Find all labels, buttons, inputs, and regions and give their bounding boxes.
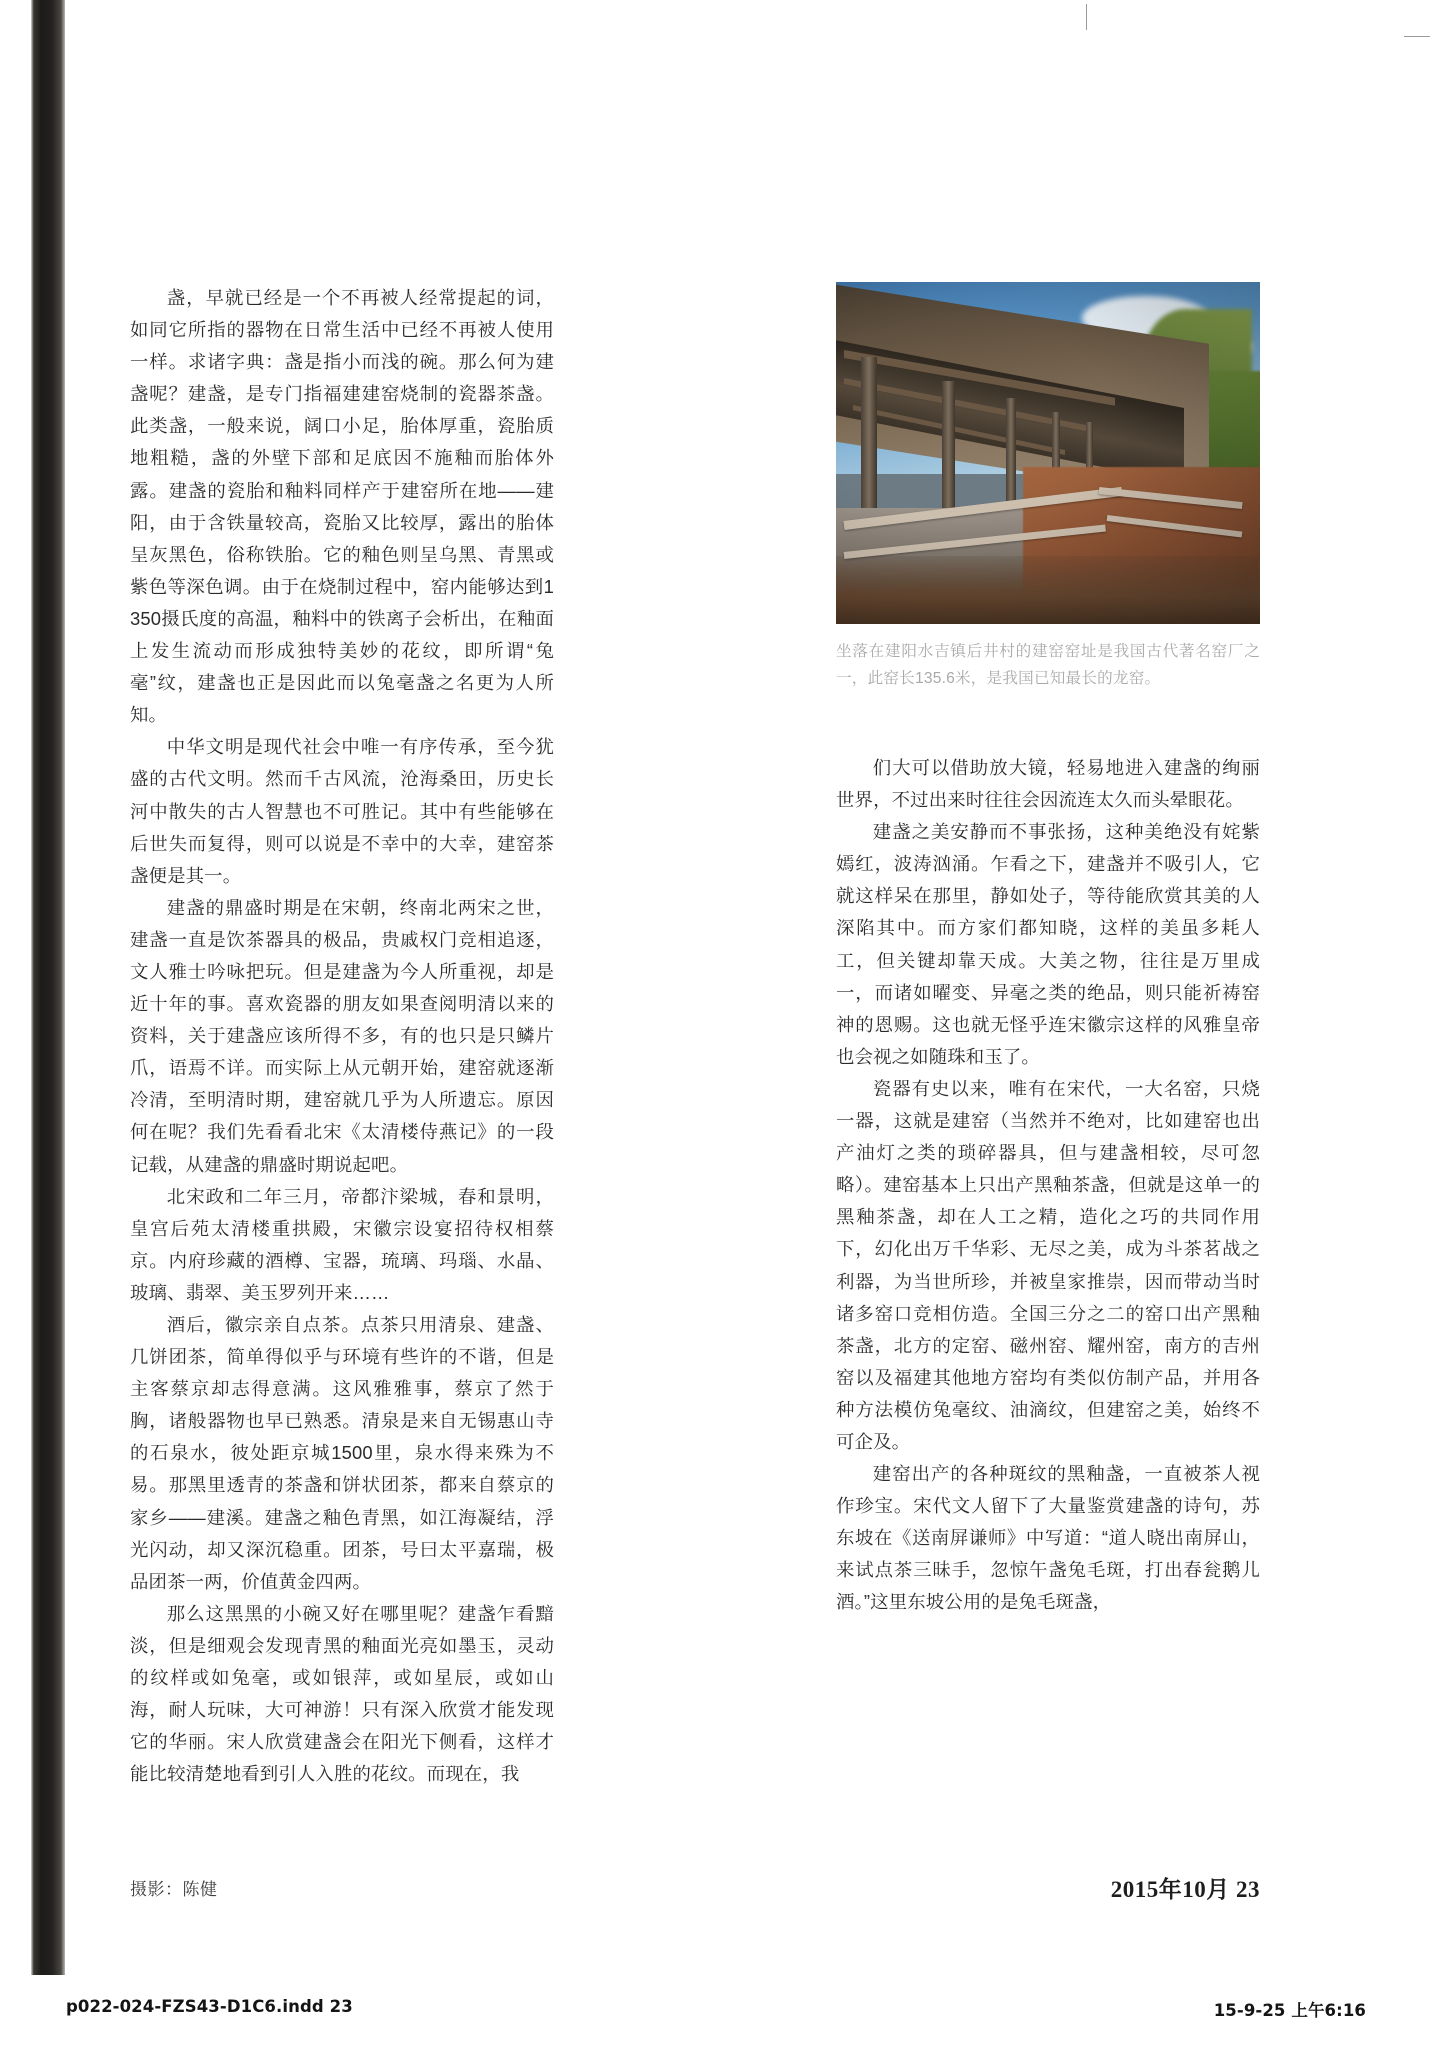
page-footer — [130, 1875, 1260, 1915]
paragraph: 建盏的鼎盛时期是在宋朝，终南北两宋之世，建盏一直是饮茶器具的极品，贵戚权门竞相追逐，文人雅士吟咏把玩。但是建盏为今人所重视，却是近十年的事。喜欢瓷器的朋友如果查阅明清以来的资料，关于建盏应该所得不多，有的也只是只鳞片爪，语焉不详。而实际上从元朝开始，建窑就逐渐冷清，至明清时期，建窑就几乎为人所遗忘。原因何在呢？我们先看看北宋《太清楼侍燕记》的一段记载，从建盏的鼎盛时期说起吧。 — [130, 896, 554, 1175]
paragraph: 瓷器有史以来，唯有在宋代，一大名窑，只烧一器，这就是建窑（当然并不绝对，比如建窑也出产油灯之类的琐碎器具，但与建盏相较，尽可忽略）。建窑基本上只出产黑釉茶盏，但就是这单一的黑釉茶盏，却在人工之精，造化之巧的共同作用下，幻化出万千华彩、无尽之美，成为斗茶茗战之利器，为当世所珍，并被皇家推崇，因而带动当时诸多窑口竞相仿造。全国三分之二的窑口出产黑釉茶盏，北方的定窑、磁州窑、耀州窑，南方的吉州窑以及福建其他地方窑均有类似仿制产品，并用各种方法模仿兔毫纹、油滴纹，但建窑之美，始终不可企及。 — [836, 1077, 1260, 1452]
paragraph: 那么这黑黑的小碗又好在哪里呢？建盏乍看黯淡，但是细观会发现青黑的釉面光亮如墨玉，灵动的纹样或如兔毫，或如银萍，或如星辰，或如山海，耐人玩味，大可神游！只有深入欣赏才能发现它的华丽。宋人欣赏建盏会在阳光下侧看，这样才能比较清楚地看到引人入胜的花纹。而现在，我 — [130, 1602, 554, 1785]
paragraph: 酒后，徽宗亲自点茶。点茶只用清泉、建盏、几饼团茶，简单得似乎与环境有些许的不谐，但是主客蔡京却志得意满。这风雅雅事，蔡京了然于胸，诸般器物也早已熟悉。清泉是来自无锡惠山寺的石泉水，彼处距京城1500里，泉水得来殊为不易。那黑里透青的茶盏和饼状团茶，都来自蔡京的家乡——建溪。建盏之釉色青黑，如江海凝结，浮光闪动，却又深沉稳重。团茶，号曰太平嘉瑞，极品团茶一两，价值黄金四两。 — [130, 1314, 554, 1592]
photo-caption: 坐落在建阳水吉镇后井村的建窑窑址是我国古代著名窑厂之一，此窑长135.6米，是我国已知最长的龙窑。 — [836, 643, 1260, 687]
left-text-column — [130, 282, 554, 1790]
binding-gutter-shadow — [31, 0, 65, 1975]
paragraph: 中华文明是现代社会中唯一有序传承，至今犹盛的古代文明。然而千古风流，沧海桑田，历史长河中散失的古人智慧也不可胜记。其中有些能够在后世失而复得，则可以说是不幸中的大幸，建窑茶盏便是其一。 — [130, 736, 554, 886]
paragraph: 建盏之美安静而不事张扬，这种美绝没有姹紫嫣红，波涛汹涌。乍看之下，建盏并不吸引人，它就这样呆在那里，静如处子，等待能欣赏其美的人深陷其中。而方家们都知晓，这样的美虽多耗人工，但关键却靠天成。大美之物，往往是万里成一，而诸如曜变、异毫之类的绝品，则只能祈祷窑神的恩赐。这也就无怪乎连宋徽宗这样的风雅皇帝也会视之如随珠和玉了。 — [836, 821, 1260, 1067]
article-body — [130, 282, 1260, 1842]
paragraph: 们大可以借助放大镜，轻易地进入建盏的绚丽世界，不过出来时往往会因流连太久而头晕眼花。 — [836, 757, 1260, 811]
crop-mark-right — [1404, 36, 1430, 37]
paragraph: 北宋政和二年三月，帝都汴梁城，春和景明，皇宫后苑太清楼重拱殿，宋徽宗设宴招待权相蔡京。内府珍藏的酒樽、宝器，琉璃、玛瑙、水晶、玻璃、翡翠、美玉罗列开来…… — [130, 1185, 554, 1303]
right-text-column — [836, 282, 1260, 1619]
crop-mark-top — [1086, 4, 1087, 30]
slug-file-name: p022-024-FZS43-D1C6.indd 23 — [66, 1997, 353, 2016]
photo-credit: 摄影：陈健 — [130, 1880, 218, 1899]
printer-slug-bar — [0, 1975, 1440, 2052]
folio-page-number: 2015年10月 23 — [1110, 1877, 1260, 1902]
slug-timestamp: 15-9-25 上午6:16 — [1213, 2001, 1366, 2020]
paragraph: 建窑出产的各种斑纹的黑釉盏，一直被茶人视作珍宝。宋代文人留下了大量鉴赏建盏的诗句，苏东坡在《送南屏谦师》中写道：“道人晓出南屏山，来试点茶三昧手，忽惊午盏兔毛斑，打出春瓮鹅儿酒。”这里东坡公用的是兔毛斑盏， — [836, 1463, 1260, 1613]
paragraph: 盏，早就已经是一个不再被人经常提起的词，如同它所指的器物在日常生活中已经不再被人使用一样。求诸字典：盏是指小而浅的碗。那么何为建盏呢？建盏，是专门指福建建窑烧制的瓷器茶盏。此类盏，一般来说，阔口小足，胎体厚重，瓷胎质地粗糙，盏的外壁下部和足底因不施釉而胎体外露。建盏的瓷胎和釉料同样产于建窑所在地——建阳，由于含铁量较高，瓷胎又比较厚，露出的胎体呈灰黑色，俗称铁胎。它的釉色则呈乌黑、青黑或紫色等深色调。由于在烧制过程中，窑内能够达到1350摄氏度的高温，釉料中的铁离子会析出，在釉面上发生流动而形成独特美妙的花纹，即所谓“兔毫”纹，建盏也正是因此而以兔毫盏之名更为人所知。 — [130, 287, 554, 726]
